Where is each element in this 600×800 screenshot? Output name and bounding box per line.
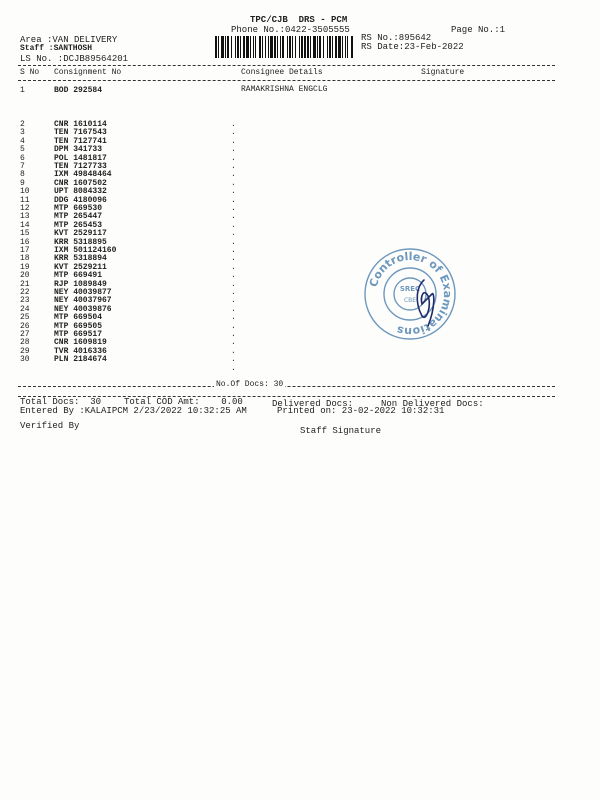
row-consignee-placeholder: . — [231, 170, 236, 180]
row-consignee-placeholder: . — [231, 136, 236, 146]
row-consignment-number: MTP 265447 — [54, 212, 103, 222]
row-serial-number: 3 — [20, 128, 25, 138]
row-serial-number: 30 — [20, 355, 30, 365]
row-consignment-number: UPT 8084332 — [54, 187, 107, 197]
row-serial-number: 5 — [20, 145, 25, 155]
total-cod-amount: Total COD Amt: 0.00 — [124, 397, 243, 407]
row-consignee-placeholder: . — [231, 237, 236, 247]
row-serial-number: 10 — [20, 187, 30, 197]
row-serial-number: 9 — [20, 178, 25, 188]
row-serial-number: 19 — [20, 262, 30, 272]
staff-signature: Staff Signature — [300, 426, 382, 436]
row-consignee-placeholder: . — [231, 162, 236, 171]
row-consignment-number: MTP 669504 — [54, 313, 103, 323]
row-consignment-number: IXM 501124160 — [54, 246, 117, 255]
non-delivered-docs: Non Delivered Docs: — [381, 399, 484, 409]
rs-date: RS Date:23-Feb-2022 — [361, 42, 464, 52]
row-serial-number: 22 — [20, 288, 30, 297]
doc-count: No.Of Docs: 30 — [216, 380, 284, 389]
row-consignee-placeholder: . — [231, 330, 236, 339]
table-row — [20, 355, 560, 364]
row-consignment-number: KVT 2529211 — [54, 262, 107, 272]
row-consignee-placeholder: . — [231, 279, 236, 289]
row-consignee-placeholder: . — [231, 229, 236, 239]
row-consignee-placeholder: . — [231, 288, 236, 297]
phone-number: Phone No.:0422-3505555 — [231, 25, 350, 35]
row-consignee-placeholder: . — [231, 212, 236, 222]
row-consignee-placeholder: . — [231, 195, 236, 205]
row-consignee-placeholder: . — [231, 355, 236, 365]
staff-label: Staff :SANTHOSH — [20, 44, 93, 53]
row-consignee-placeholder: . — [231, 304, 236, 314]
row-consignment-number: MTP 669530 — [54, 204, 103, 213]
row-serial-number: 27 — [20, 330, 30, 339]
row-consignment-number: MTP 669491 — [54, 271, 103, 281]
consignee-name: RAMAKRISHNA ENGCLG — [241, 85, 328, 94]
row-consignment-number: TEN 7127741 — [54, 136, 107, 146]
row-serial-number: 2 — [20, 120, 25, 129]
row-serial-number: 16 — [20, 237, 30, 247]
row-consignment-number: MTP 669505 — [54, 321, 103, 331]
row-consignment-number: NEY 40039877 — [54, 288, 112, 297]
row-consignee-placeholder: . — [231, 220, 236, 230]
row-serial-number: 13 — [20, 212, 30, 222]
row-consignee-placeholder: . — [231, 120, 236, 129]
row-consignment-number: CNR 1607502 — [54, 178, 107, 188]
page-number: Page No.:1 — [451, 25, 506, 35]
ls-number: LS No. :DCJB89564201 — [20, 54, 129, 64]
svg-text:CBE: CBE — [403, 297, 417, 304]
row-serial-number: 4 — [20, 136, 25, 146]
row-consignee-placeholder: . — [231, 204, 236, 213]
examination-seal-stamp — [362, 246, 458, 342]
row-consignee-placeholder: . — [231, 187, 236, 197]
row-consignment-number: KRR 5318895 — [54, 237, 107, 247]
row-serial-number: 23 — [20, 296, 30, 306]
row-serial-number: 28 — [20, 338, 30, 348]
row-serial-number: 8 — [20, 170, 25, 180]
consignment-list — [20, 0, 580, 400]
row-serial-number: 18 — [20, 254, 30, 264]
verified-by: Verified By — [20, 421, 80, 431]
row-consignee-placeholder: . — [231, 153, 236, 163]
row-serial-number: 17 — [20, 246, 30, 255]
row-serial-number: 14 — [20, 220, 30, 230]
row-consignment-number: KRR 5318894 — [54, 254, 107, 264]
row-consignment-number: PLN 2184674 — [54, 355, 107, 365]
row-consignment-number: MTP 669517 — [54, 330, 103, 339]
row-consignment-number: KVT 2529117 — [54, 229, 107, 239]
row-consignee-placeholder: . — [231, 296, 236, 306]
row-serial-number: 26 — [20, 321, 30, 331]
row-serial-number: 20 — [20, 271, 30, 281]
row-serial-number: 11 — [20, 195, 30, 205]
row-consignment-number: MTP 265453 — [54, 220, 103, 230]
row-consignment-number: BOD 292584 — [54, 86, 103, 95]
row-serial-number: 25 — [20, 313, 30, 323]
svg-text:SREC: SREC — [399, 285, 421, 293]
row-serial-number: 7 — [20, 162, 25, 171]
row-consignment-number: CNR 1610114 — [54, 120, 107, 129]
row-consignment-number: IXM 49848464 — [54, 170, 112, 180]
row-consignment-number: TEN 7167543 — [54, 128, 107, 138]
row-consignee-placeholder: . — [231, 254, 236, 264]
row-consignee-placeholder: . — [231, 145, 236, 155]
row-serial-number: 29 — [20, 346, 30, 356]
row-consignee-placeholder: . — [231, 271, 236, 281]
row-consignment-number: NEY 40039876 — [54, 304, 112, 314]
handwritten-signature — [417, 280, 434, 326]
document-title: TPC/CJB DRS - PCM — [250, 15, 348, 25]
row-consignee-placeholder: . — [231, 178, 236, 188]
row-consignment-number: TVR 4016336 — [54, 346, 107, 356]
row-consignee-placeholder: . — [231, 321, 236, 331]
row-consignment-number: DDG 4180096 — [54, 195, 107, 205]
row-consignment-number: TEN 7127733 — [54, 162, 107, 171]
area-label: Area :VAN DELIVERY — [20, 35, 118, 45]
printed-on: Printed on: 23-02-2022 10:32:31 — [277, 406, 445, 416]
row-consignment-number: POL 1481817 — [54, 153, 107, 163]
row-serial-number: 24 — [20, 304, 30, 314]
row-consignment-number: DPM 341733 — [54, 145, 103, 155]
column-header-consignment: Consignment No — [54, 68, 122, 77]
row-consignment-number: RJP 1089849 — [54, 279, 107, 289]
delivered-docs: Delivered Docs: — [272, 399, 354, 409]
row-consignee-placeholder: . — [231, 338, 236, 348]
column-header-signature: Signature — [421, 68, 465, 77]
row-consignment-number: NEY 40037967 — [54, 296, 112, 306]
row-serial-number: 12 — [20, 204, 30, 213]
row-consignee-placeholder: . — [231, 246, 236, 255]
row-serial-number: 21 — [20, 279, 30, 289]
row-consignee-placeholder: . — [231, 262, 236, 272]
row-consignee-placeholder: . — [231, 346, 236, 356]
row-serial-number: 6 — [20, 153, 25, 163]
svg-text:Controller of Examinations: Controller of Examinations — [366, 249, 455, 339]
row-consignee-placeholder: . — [231, 128, 236, 138]
entered-by: Entered By :KALAIPCM 2/23/2022 10:32:25 AM — [20, 406, 247, 416]
row-serial-number: 15 — [20, 229, 30, 239]
total-docs: Total Docs: 30 — [20, 397, 102, 407]
row-consignment-number: CNR 1609819 — [54, 338, 107, 348]
column-header-sno: S No — [20, 68, 40, 77]
column-header-consignee: Consignee Details — [241, 68, 323, 77]
row-consignee-placeholder: . — [231, 313, 236, 323]
row-consignee-placeholder: . — [231, 363, 236, 373]
rs-number: RS No.:895642 — [361, 33, 432, 43]
list-end-divider — [18, 386, 555, 387]
row-serial-number: 1 — [20, 86, 25, 95]
